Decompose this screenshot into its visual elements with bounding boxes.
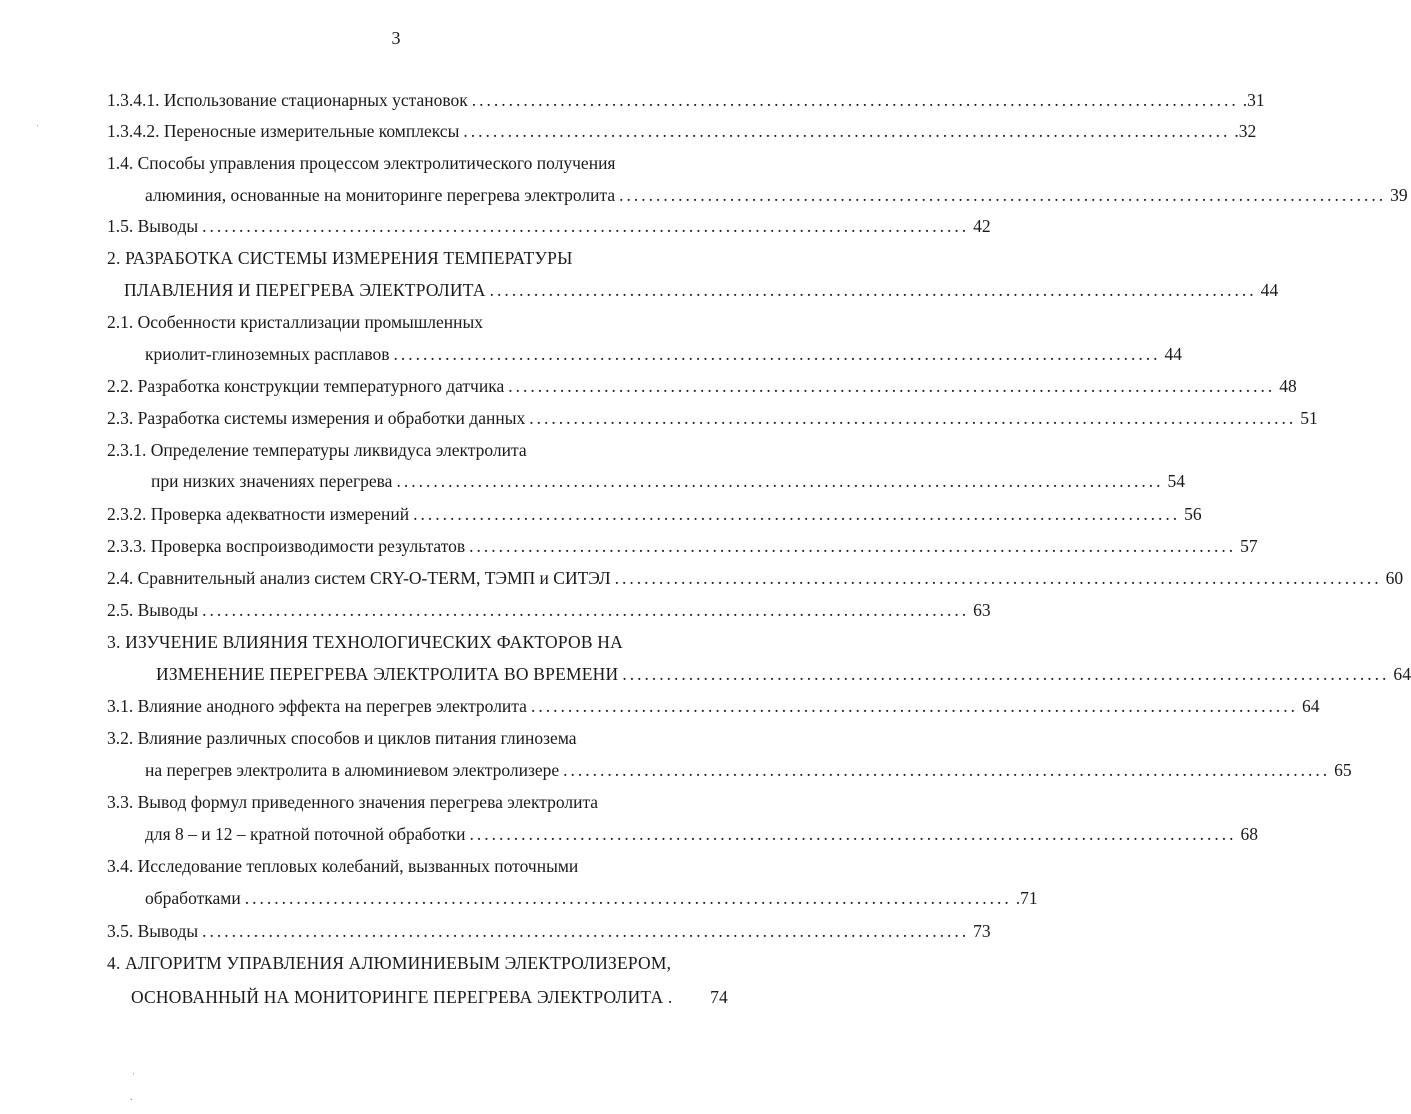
toc-entry-page: 56 <box>1184 504 1202 524</box>
toc-leader: ........................................................................................................ <box>396 471 1164 491</box>
toc-entry-title: 4. АЛГОРИТМ УПРАВЛЕНИЯ АЛЮМИНИЕВЫМ ЭЛЕКТРОЛИЗЕРОМ, <box>107 953 672 973</box>
toc-entry <box>107 148 728 178</box>
toc-entry-page: 63 <box>973 600 991 620</box>
toc-entry <box>107 435 728 465</box>
toc-leader: ........................................................................................................ <box>530 696 1298 716</box>
toc-entry <box>107 403 1318 433</box>
toc-entry-title: 3.1. Влияние анодного эффекта на перегрев электролита <box>107 696 527 716</box>
toc-entry-page: 60 <box>1385 568 1404 588</box>
toc-entry-page: 64 <box>1393 664 1411 684</box>
toc-entry-page: 68 <box>1240 824 1258 844</box>
toc-entry-title: ПЛАВЛЕНИЯ И ПЕРЕГРЕВА ЭЛЕКТРОЛИТА <box>124 280 486 300</box>
toc-leader: ........................................................................................................ <box>563 760 1331 780</box>
scan-mark: ˈ <box>132 1072 136 1083</box>
toc-entry-page: 42 <box>973 216 991 236</box>
toc-leader: ........................................................................................................ <box>413 504 1181 524</box>
toc-entry-title: 3.2. Влияние различных способов и циклов питания глинозема <box>107 728 577 748</box>
toc-leader: ........................................................................................................ <box>463 121 1231 141</box>
toc-leader: ........................................................................................................ <box>622 664 1390 684</box>
toc-entry <box>107 723 728 753</box>
toc-entry <box>107 531 1258 561</box>
toc-entry <box>145 180 1408 210</box>
toc-entry-page: 73 <box>973 921 991 941</box>
toc-leader: ........................................................................................................ <box>244 888 1012 908</box>
toc-entry <box>107 691 1320 721</box>
toc-leader: ........................................................................................................ <box>202 600 970 620</box>
toc-entry-title: 2.3.2. Проверка адекватности измерений <box>107 504 410 524</box>
toc-entry-title: 3.5. Выводы <box>107 921 199 941</box>
toc-entry-title: 2.2. Разработка конструкции температурного датчика <box>107 376 505 396</box>
toc-entry-title: 2.1. Особенности кристаллизации промышленных <box>107 312 484 332</box>
toc-entry-title: 1.5. Выводы <box>107 216 199 236</box>
toc-entry <box>145 819 1258 849</box>
toc-entry-page: 51 <box>1300 408 1318 428</box>
toc-leader: ........................................................................................................ <box>614 568 1382 588</box>
toc-entry <box>107 948 728 978</box>
toc-entry-title: ОСНОВАННЫЙ НА МОНИТОРИНГЕ ПЕРЕГРЕВА ЭЛЕКТРОЛИТА . <box>131 987 673 1007</box>
toc-leader: ........................................................................................................ <box>489 280 1257 300</box>
toc-entry-title: 2.3.3. Проверка воспроизводимости результатов <box>107 536 466 556</box>
toc-entry-title: 3. ИЗУЧЕНИЕ ВЛИЯНИЯ ТЕХНОЛОГИЧЕСКИХ ФАКТОРОВ НА <box>107 632 623 652</box>
toc-entry-title: 2.3. Разработка системы измерения и обработки данных <box>107 408 526 428</box>
scan-mark: . <box>130 1092 133 1103</box>
toc-entry <box>107 85 1265 115</box>
toc-entry-title: 2.5. Выводы <box>107 600 199 620</box>
toc-entry <box>107 851 728 881</box>
toc-leader: ........................................................................................................ <box>202 921 970 941</box>
toc-leader: ........................................................................................................ <box>619 185 1387 205</box>
toc-entry-title: 2.3.1. Определение температуры ликвидуса электролита <box>107 440 527 460</box>
toc-entry <box>107 307 728 337</box>
toc-leader: ........................................................................................................ <box>469 536 1237 556</box>
toc-entry <box>107 787 728 817</box>
toc-entry <box>107 371 1297 401</box>
toc-entry <box>151 466 1185 496</box>
toc-leader: ........................................................................................................ <box>202 216 970 236</box>
toc-entry-title: алюминия, основанные на мониторинге перегрева электролита <box>145 185 616 205</box>
toc-entry <box>124 275 1279 305</box>
toc-entry <box>107 116 1257 146</box>
toc-entry <box>156 659 1411 689</box>
toc-leader: ........................................................................................................ <box>393 344 1161 364</box>
toc-entry-page: 54 <box>1167 471 1185 491</box>
toc-entry <box>131 982 728 1012</box>
toc-entry-title: 3.4. Исследование тепловых колебаний, вызванных поточными <box>107 856 579 876</box>
toc-entry <box>107 563 1404 593</box>
toc-entry-title: криолит-глиноземных расплавов <box>145 344 390 364</box>
toc-entry <box>107 595 991 625</box>
toc-entry-page: .31 <box>1242 90 1265 110</box>
page-number: 3 <box>391 28 401 48</box>
toc-entry-page: 65 <box>1334 760 1352 780</box>
toc-leader: ........................................................................................................ <box>529 408 1297 428</box>
toc-entry-page: 44 <box>1164 344 1183 364</box>
toc-entry-title: ИЗМЕНЕНИЕ ПЕРЕГРЕВА ЭЛЕКТРОЛИТА ВО ВРЕМЕНИ <box>156 664 619 684</box>
toc-leader: ........................................................................................................ <box>508 376 1276 396</box>
toc-leader: ........................................................................................................ <box>469 824 1237 844</box>
toc-entry-page: .71 <box>1015 888 1038 908</box>
toc-entry-title: 2. РАЗРАБОТКА СИСТЕМЫ ИЗМЕРЕНИЯ ТЕМПЕРАТУРЫ <box>107 248 573 268</box>
toc-leader: ........................................................................................................ <box>471 90 1239 110</box>
toc-entry <box>107 211 991 241</box>
toc-entry-page: .32 <box>1234 121 1257 141</box>
toc-entry-page: 57 <box>1240 536 1258 556</box>
toc-entry <box>107 499 1202 529</box>
toc-entry-title: 1.3.4.2. Переносные измерительные комплексы <box>107 121 460 141</box>
scan-mark: ˈ <box>36 124 40 135</box>
toc-entry-title: 1.4. Способы управления процессом электролитического получения <box>107 153 616 173</box>
toc-entry-title: обработками <box>145 888 241 908</box>
toc-entry-title: 1.3.4.1. Использование стационарных установок <box>107 90 468 110</box>
toc-entry-title: на перегрев электролита в алюминиевом электролизере <box>145 760 560 780</box>
toc-entry-page: 74 <box>710 987 728 1007</box>
toc-entry <box>145 755 1352 785</box>
toc-entry-page: 39 <box>1390 185 1408 205</box>
toc-entry-page: 64 <box>1301 696 1320 716</box>
toc-entry-page: 44 <box>1260 280 1279 300</box>
toc-entry <box>107 243 728 273</box>
toc-entry <box>107 916 991 946</box>
toc-entry <box>145 339 1183 369</box>
toc-entry <box>107 627 728 657</box>
toc-entry-title: 2.4. Сравнительный анализ систем CRY-O-TERM, ТЭМП и СИТЭЛ <box>107 568 611 588</box>
toc-entry-title: для 8 – и 12 – кратной поточной обработки <box>145 824 466 844</box>
toc-entry-page: 48 <box>1279 376 1297 396</box>
toc-entry-title: при низких значениях перегрева <box>151 471 393 491</box>
toc-entry-title: 3.3. Вывод формул приведенного значения перегрева электролита <box>107 792 599 812</box>
toc-entry <box>145 883 1038 913</box>
